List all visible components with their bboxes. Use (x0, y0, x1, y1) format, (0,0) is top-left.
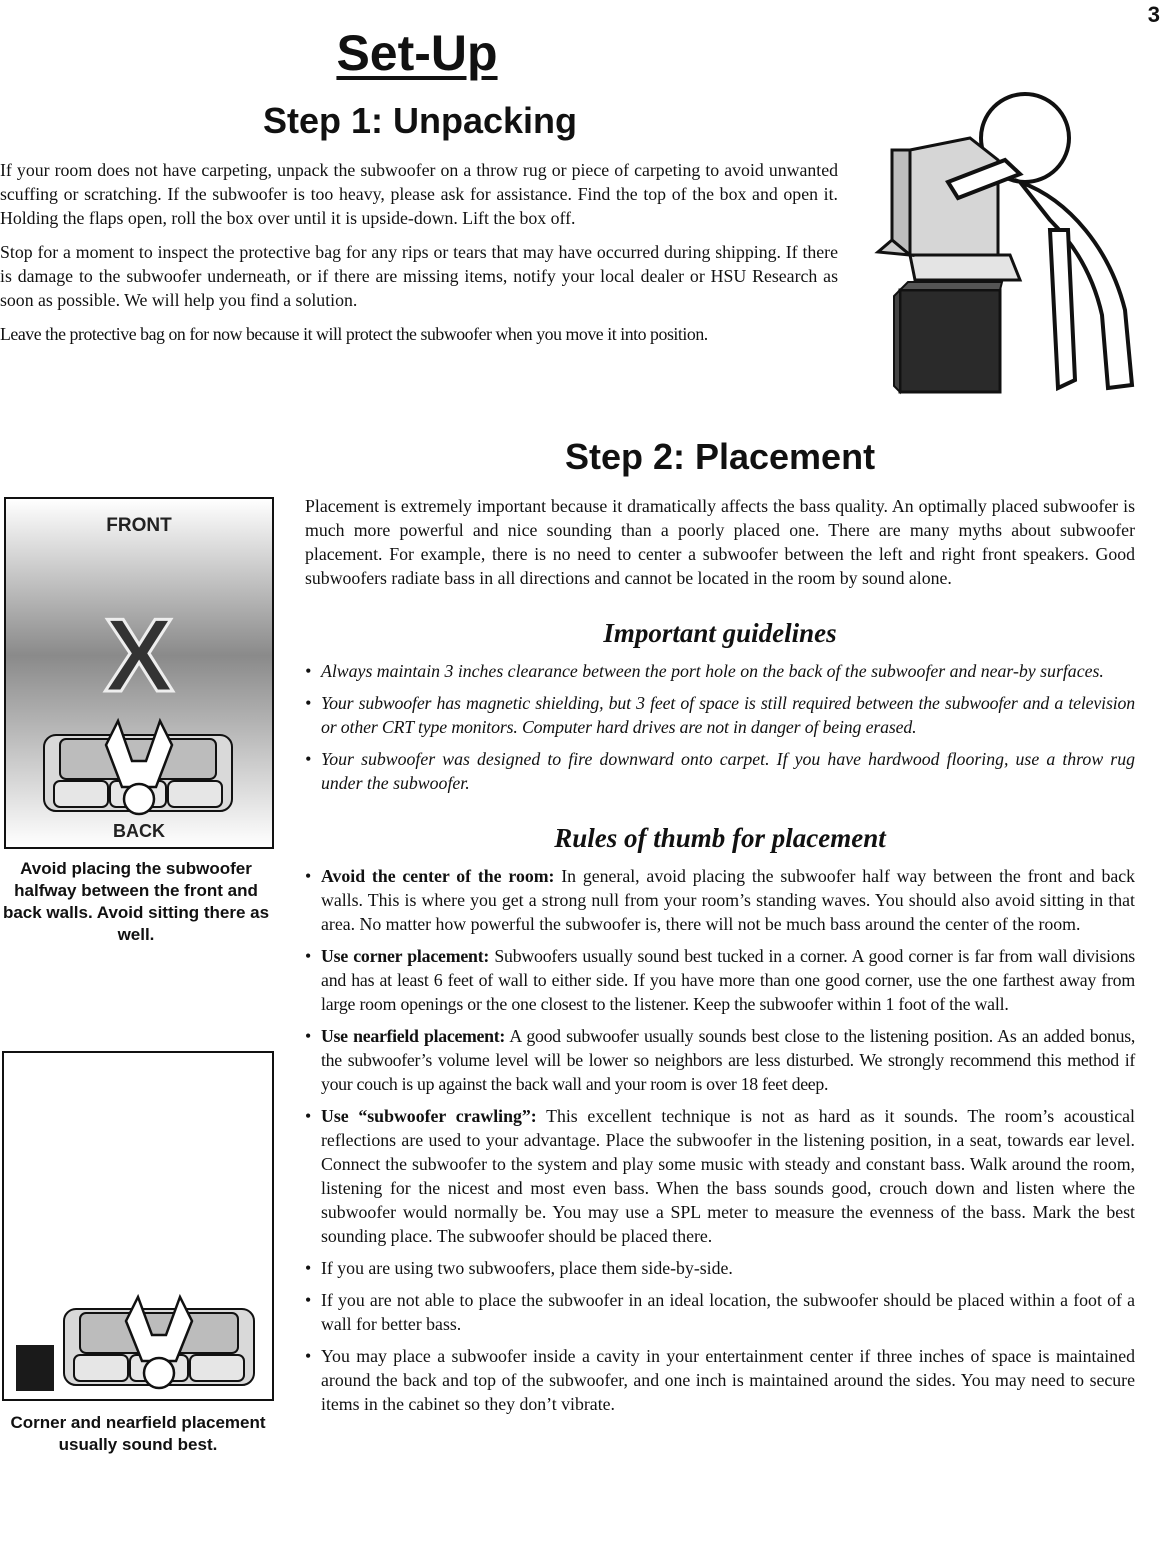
list-item: • Always maintain 3 inches clearance between the port hole on the back of the subwoofer and near-by surfaces. (305, 659, 1135, 683)
step1-paragraph: Stop for a moment to inspect the protective bag for any rips or tears that may have occurred during shipping. If there is damage to the subwoofer underneath, or if there are missing items, notify your local dealer or HSU Research as soon as possible. We will help you find a solution. (0, 242, 838, 310)
step1-body (0, 158, 838, 346)
list-item: • Your subwoofer was designed to fire downward onto carpet. If you have hardwood flooring, use a throw rug under the subwoofer. (305, 747, 1135, 795)
box-side (892, 150, 910, 255)
list-item (305, 864, 1135, 936)
rule-lead: Use corner placement: (321, 946, 490, 966)
step2-body (305, 494, 1135, 1416)
figure-corner-placement (2, 1051, 274, 1401)
list-item (305, 944, 1135, 1016)
subwoofer-top (900, 282, 1002, 290)
list-item: • Your subwoofer has magnetic shielding, but 3 feet of space is still required between the subwoofer and a television or other CRT type monitors. Computer hard drives are not in danger of being erased. (305, 691, 1135, 739)
subwoofer-corner (16, 1345, 54, 1391)
figure1-caption: Avoid placing the subwoofer halfway between the front and back walls. Avoid sitting there as well. (2, 859, 270, 944)
rules-list (305, 864, 1135, 1416)
step1-paragraph: Leave the protective bag on for now because it will protect the subwoofer when you move it into position. (0, 324, 708, 344)
subwoofer (900, 290, 1000, 392)
back-label: BACK (113, 821, 165, 841)
list-item: • If you are using two subwoofers, place them side-by-side. (305, 1256, 1135, 1280)
list-item: • If you are not able to place the subwoofer in an ideal location, the subwoofer should be placed within a foot of a wall for better bass. (305, 1288, 1135, 1336)
box (910, 138, 998, 255)
list-item: • You may place a subwoofer inside a cavity in your entertainment center if three inches of space is maintained around the back and top of the subwoofer, and one inch is maintained around the sides. You may need to secure items in the cabinet so they don’t vibrate. (305, 1344, 1135, 1416)
rule-lead: Avoid the center of the room: (321, 866, 555, 886)
rule-text: Subwoofers usually sound best tucked in a corner. A good corner is far from wall divisions and has at least 6 feet of wall to either side. If you have more than one good corner, use the one farthest away from large room openings or the one closest to the listener. Keep the subwoofer within 1 foot of the wall. (321, 946, 1136, 1014)
step2-intro: Placement is extremely important because it dramatically affects the bass quality. An optimally placed subwoofer is much more powerful and nice sounding than a poorly placed one. There are many myths about subwoofer placement. For example, there is no need to center a subwoofer between the left and right front speakers. Good subwoofers radiate bass in all directions and cannot be located in the room by sound alone. (305, 496, 1135, 588)
figure-center-placement (4, 497, 274, 849)
person-leg (1050, 230, 1075, 388)
step1-heading: Step 1: Unpacking (262, 100, 578, 141)
person-body (1020, 182, 1132, 388)
rule-text: In general, avoid placing the subwoofer half way between the front and back walls. This is where you get a strong null from your room’s standing waves. You should also avoid sitting in that area. No matter how powerful the subwoofer is, there will not be much bass around the center of the room. (321, 866, 1136, 934)
rule-lead: Use “subwoofer crawling”: (321, 1106, 537, 1126)
front-label: FRONT (106, 515, 172, 536)
x-mark: X (104, 598, 174, 714)
subwoofer-side (894, 290, 900, 392)
page-title: Set-Up (336, 25, 498, 81)
page-number: 3 (1147, 2, 1160, 27)
step1-paragraph: If your room does not have carpeting, unpack the subwoofer on a throw rug or piece of carpeting to avoid unwanted scuffing or scratching. If the subwoofer is too heavy, please ask for assistance. Find the top of the box and open it. Holding the flaps open, roll the box over until it is upside-down. Lift the box off. (0, 160, 838, 228)
rules-heading: Rules of thumb for placement (554, 823, 886, 853)
rule-text: A good subwoofer usually sounds best close to the listening position. As an added bonus, the subwoofer’s volume level will be lower so neighbors are less disturbed. We strongly recommend this method if your couch is up against the back wall and your room is over 18 feet deep. (321, 1026, 1135, 1094)
rule-lead: Use nearfield placement: (321, 1026, 505, 1046)
list-item (305, 1104, 1135, 1248)
guidelines-heading: Important guidelines (603, 618, 837, 648)
step2-heading: Step 2: Placement (564, 436, 876, 477)
unpacking-illustration (870, 90, 1160, 400)
guidelines-list (305, 659, 1135, 795)
room-diagram (6, 499, 272, 847)
room-diagram-corner (4, 1053, 272, 1399)
box-flap (910, 255, 1020, 280)
rule-text: This excellent technique is not as hard as it sounds. The room’s acoustical reflections are used to your advantage. Place the subwoofer in the listening position, in a seat, towards ear level. Connect the subwoofer to the system and play some music with steady and constant bass. Walk around the room, listening for the nicest and most even bass. When the bass sounds good, crouch down and listen where the subwoofer would normally be. You may use a SPL meter to measure the evenness of the bass. Mark the best sounding place. The subwoofer should be placed there. (321, 1106, 1135, 1246)
figure2-caption: Corner and nearfield placement usually sound best. (10, 1413, 266, 1454)
list-item (305, 1024, 1135, 1096)
